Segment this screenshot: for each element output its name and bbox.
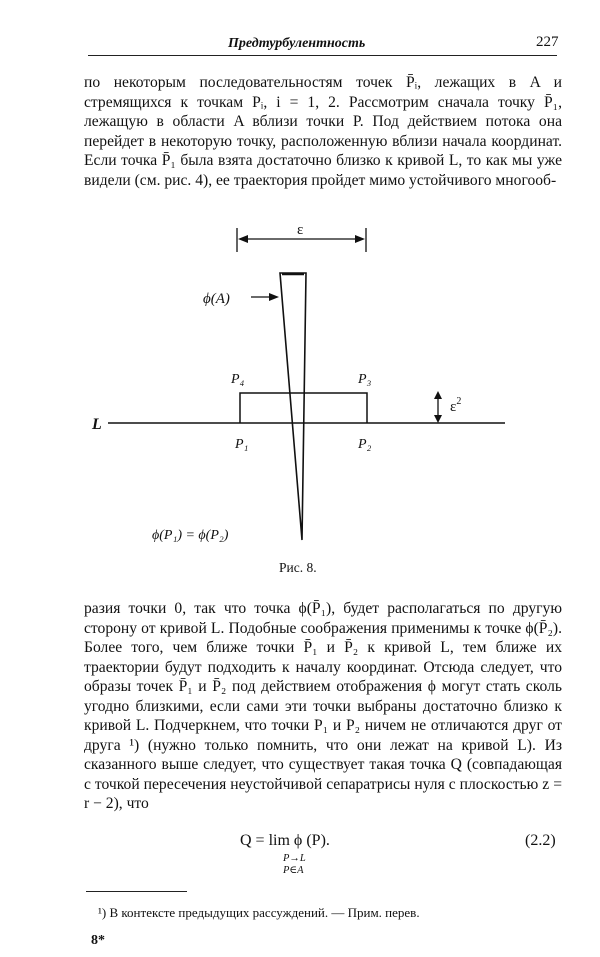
epsilon-sq-label: $\varepsilon^2$ (450, 396, 462, 415)
epsilon-label: ε (297, 222, 304, 238)
signature-mark: 8* (91, 933, 105, 948)
phi-A-wedge (280, 273, 306, 540)
figure-8 (0, 218, 600, 558)
figure-caption: Рис. 8. (279, 560, 317, 575)
phi-A-label: ϕ(A) (203, 291, 230, 307)
running-title: Предтурбулентность (228, 36, 366, 51)
footnote-rule (86, 891, 187, 892)
page-number: 227 (536, 34, 559, 50)
header-rule (88, 55, 557, 56)
epsilon-arrow-left (238, 235, 248, 243)
phi-equality-label: ϕ(P₁) = ϕ(P₂) (152, 528, 229, 543)
epsilon-sq-arrow-up (434, 391, 442, 399)
epsilon-sq-arrow-down (434, 415, 442, 423)
limit-condition-1: P→L (283, 853, 306, 864)
limit-subscript (283, 853, 306, 877)
p2-label: P₂ (358, 437, 372, 452)
equation-2-2: Q = lim ϕ (P). (240, 832, 330, 849)
equation-number: (2.2) (525, 832, 556, 849)
phi-A-arrowhead (269, 293, 279, 301)
paragraph-top: по некоторым последовательностям точек P̄ᵢ, лежащих в A и стремящихся к точкам Pᵢ, i = 1, 2. Рассмотрим сначала точку P̄₁, лежащую в области A вблизи точки P. Под действием потока она перейдет в некоторую точку, расположенную вблизи начала координат. Если точка P̄₁ была взята достаточно близко к кривой L, то как мы уже видели (см. рис. 4), ее траектория пройдет мимо устойчивого многооб- (84, 74, 562, 189)
limit-condition-2: P∈A (283, 865, 304, 876)
paragraph-bottom: разия точки 0, так что точка ϕ(P̄₁), будет располагаться по другую сторону от кривой L. Подобные соображения применимы к точке ϕ(P̄₂). Более того, чем ближе точки P̄₁ и P̄₂ к кривой L, тем ближе их траектории будут подходить к началу координат. Отсюда следует, что образы точек P̄₁ и P̄₂ под действием отображения ϕ могут стать сколь угодно близкими, если сами эти точки выбраны достаточно близко к кривой L. Подчеркнем, что точки P₁ и P₂ ничем не отличаются друг от друга ¹) (нужно только помнить, что они лежат на кривой L). Из сказанного выше следует, что существует такая точка Q (совпадающая с точкой пересечения неустойчивой сепаратрисы нуля с плоскостью z = r − 2), что (84, 600, 562, 812)
curve-L-label: L (92, 416, 102, 433)
footnote: ¹) В контексте предыдущих рассуждений. — Прим. перев. (98, 905, 420, 920)
p3-label: P₃ (358, 372, 372, 387)
p4-label: P₄ (231, 372, 245, 387)
p1-label: P₁ (235, 437, 249, 452)
epsilon-arrow-right (355, 235, 365, 243)
